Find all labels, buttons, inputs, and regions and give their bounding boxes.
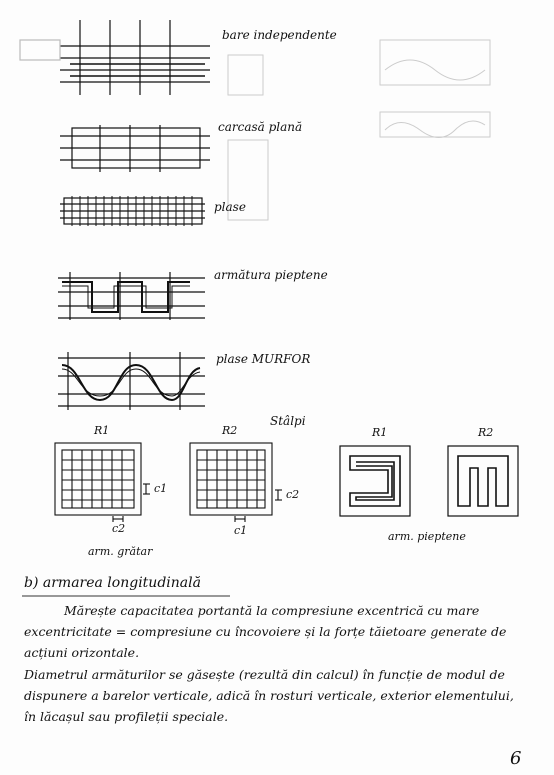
grid-r2-pieptene — [448, 446, 518, 516]
label-c1-right: c1 — [154, 482, 168, 495]
section-paragraph-1: Mărește capacitatea portantă la compresiune excentrică cu mare excentricitate = compresiune cu încovoiere și la forțe tăietoare generate de acțiuni orizontale. — [24, 603, 507, 660]
grid-r2-gratar — [190, 443, 282, 522]
grid-r1-gratar — [55, 443, 150, 522]
label-r1-gratar: R1 — [94, 424, 110, 437]
label-c2-bottom: c2 — [112, 522, 126, 535]
section-heading: b) armarea longitudinală — [24, 575, 201, 591]
label-r2-pieptene: R2 — [478, 426, 494, 439]
label-carcasa-plana: carcasă plană — [218, 120, 303, 134]
label-arm-gratar: arm. grătar — [88, 545, 153, 558]
label-arm-pieptene: arm. pieptene — [388, 530, 466, 543]
label-r1-pieptene: R1 — [372, 426, 388, 439]
grid-r1-pieptene — [340, 446, 410, 516]
label-c1-bottom: c1 — [234, 524, 248, 537]
section-paragraph-2: Diametrul armăturilor se găsește (rezultă din calcul) în funcție de modul de dispunere a barelor verticale, adică în rosturi verticale, exterior elementului, în lăcașul sau profileții speciale. — [24, 667, 514, 724]
drawing-bare-independente — [20, 20, 210, 95]
label-bare-independente: bare independente — [222, 28, 337, 42]
drawing-plase-murfor — [58, 352, 205, 410]
drawing-carcasa-plana — [60, 125, 210, 172]
label-armatura-pieptene: armătura pieptene — [214, 268, 328, 282]
label-c2-right: c2 — [286, 488, 300, 501]
label-plase-murfor: plase MURFOR — [216, 352, 311, 366]
drawing-armatura-pieptene — [58, 272, 205, 320]
label-r2-gratar: R2 — [222, 424, 238, 437]
label-plase: plase — [214, 200, 246, 214]
label-stalpi: Stâlpi — [270, 414, 306, 428]
page-number: 6 — [510, 748, 522, 769]
drawing-plase — [60, 196, 205, 226]
